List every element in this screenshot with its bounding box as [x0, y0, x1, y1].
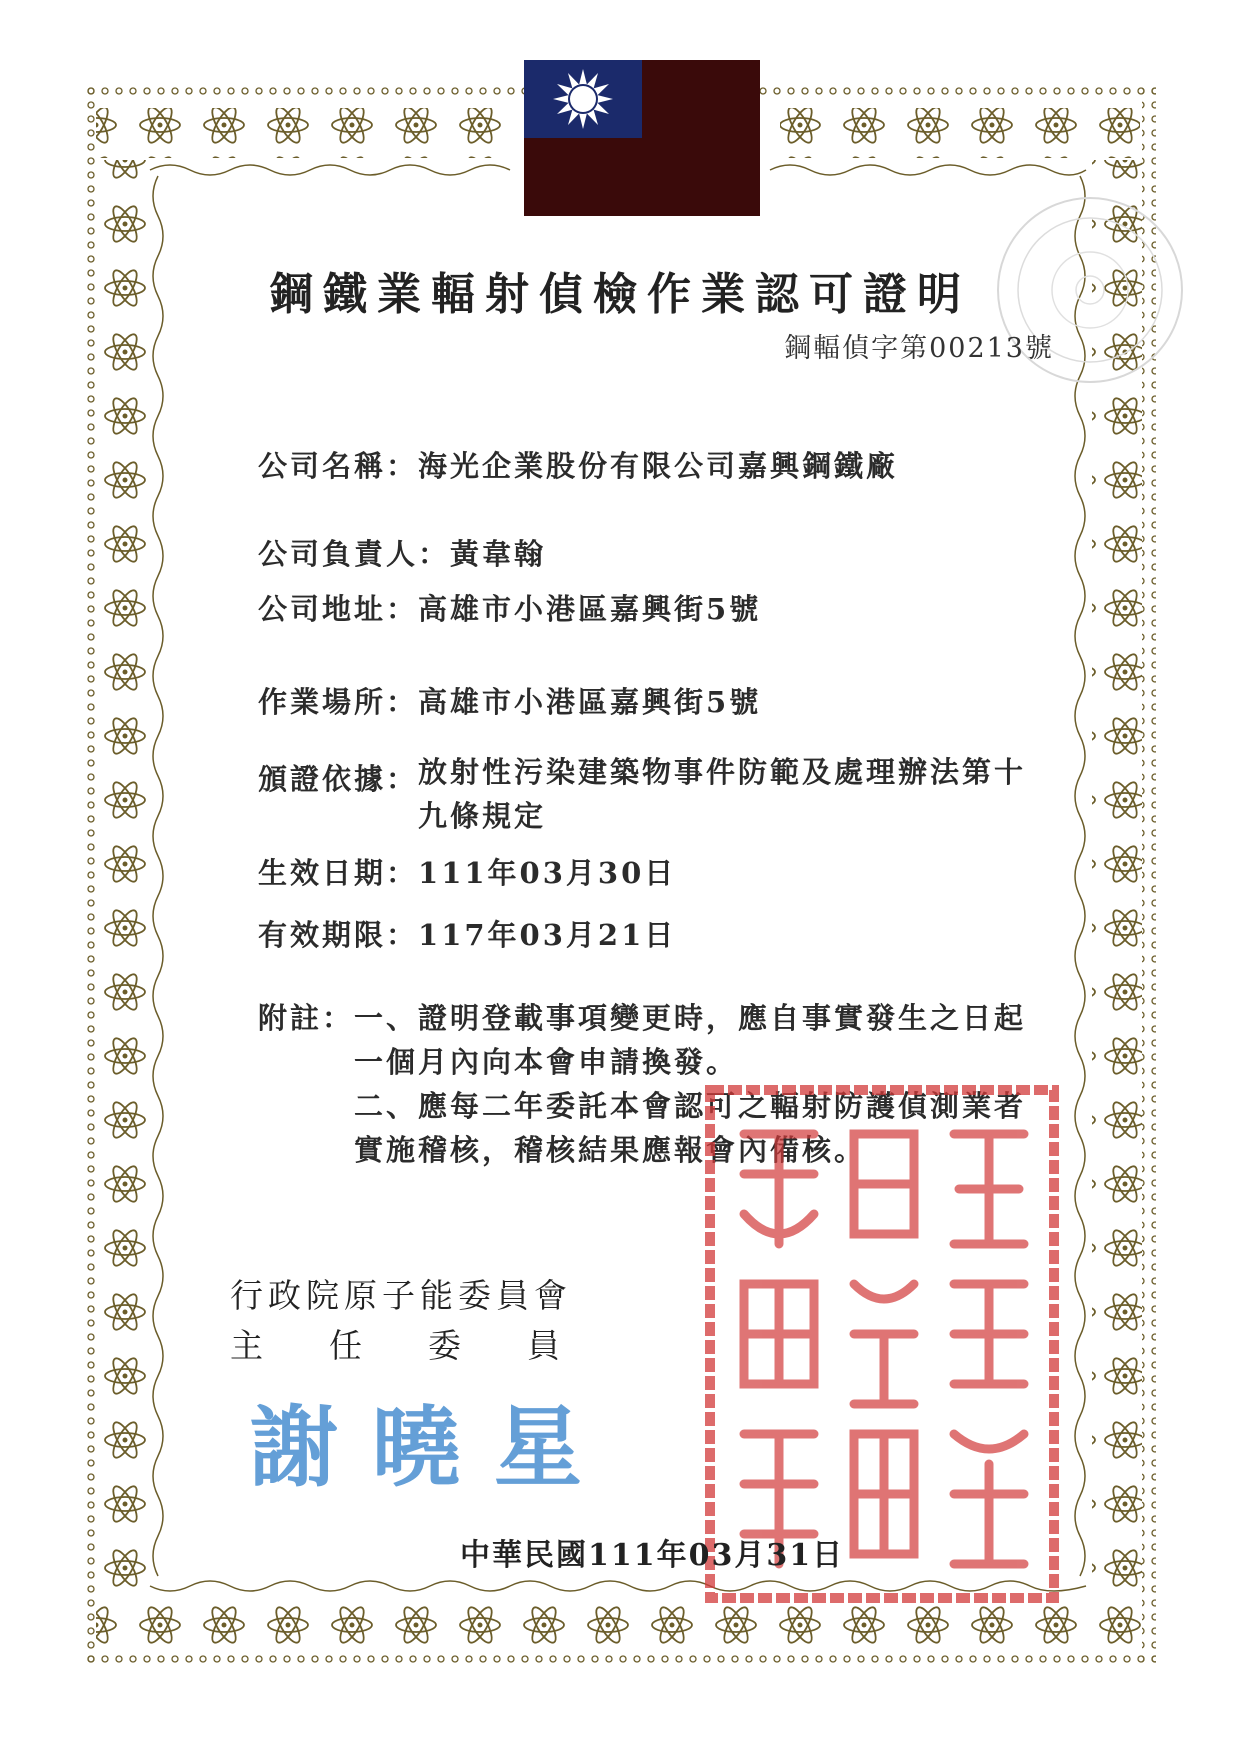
issuing-agency: 行政院原子能委員會 — [230, 1276, 572, 1315]
site-label: 作業場所： — [258, 685, 419, 719]
official-red-seal-icon — [704, 1084, 1060, 1604]
note-1: 一、證明登載事項變更時，應自事實發生之日起一個月內向本會申請換發。 — [354, 1001, 1027, 1079]
national-flag-icon — [524, 60, 760, 216]
owner-label: 公司負責人： — [258, 537, 451, 571]
signature: 謝曉星 — [250, 1396, 617, 1499]
signer-title-char: 任 — [329, 1326, 362, 1365]
effective-date-label: 生效日期： — [258, 856, 419, 890]
site-row — [258, 680, 761, 721]
notes-label: 附註： — [258, 1001, 355, 1035]
effective-date-row — [258, 851, 676, 892]
signer-title-char: 主 — [230, 1326, 263, 1365]
signer-title-char: 員 — [527, 1326, 560, 1365]
expiry-date-value: 117年03月21日 — [418, 918, 677, 952]
effective-date-value: 111年03月30日 — [418, 856, 677, 890]
basis-value: 放射性污染建築物事件防範及處理辦法第十九條規定 — [418, 755, 1027, 833]
site-value: 高雄市小港區嘉興街5號 — [418, 685, 762, 719]
company-name-row — [258, 444, 898, 485]
note-2: 二、應每二年委託本會認可之輻射防護偵測業者實施稽核，稽核結果應報會內備核。 — [354, 1089, 1027, 1167]
signer-title — [230, 1320, 560, 1367]
owner-value: 黃韋翰 — [450, 537, 547, 571]
basis-label: 頒證依據： — [258, 762, 419, 796]
company-name-label: 公司名稱： — [258, 449, 419, 483]
address-row — [258, 587, 761, 628]
signer-title-char: 委 — [428, 1326, 461, 1365]
address-label: 公司地址： — [258, 592, 419, 626]
owner-row — [258, 532, 546, 573]
address-value: 高雄市小港區嘉興街5號 — [418, 592, 762, 626]
expiry-date-label: 有效期限： — [258, 918, 419, 952]
company-name-value: 海光企業股份有限公司嘉興鋼鐵廠 — [418, 449, 899, 483]
certificate-number: 鋼輻偵字第00213號 — [784, 333, 1054, 364]
basis-row — [258, 757, 1038, 838]
expiry-date-row — [258, 913, 676, 954]
note-row-1 — [258, 996, 1038, 1084]
issue-date: 中華民國111年03月31日 — [460, 1538, 845, 1573]
certificate-title: 鋼鐵業輻射偵檢作業認可證明 — [269, 269, 971, 320]
